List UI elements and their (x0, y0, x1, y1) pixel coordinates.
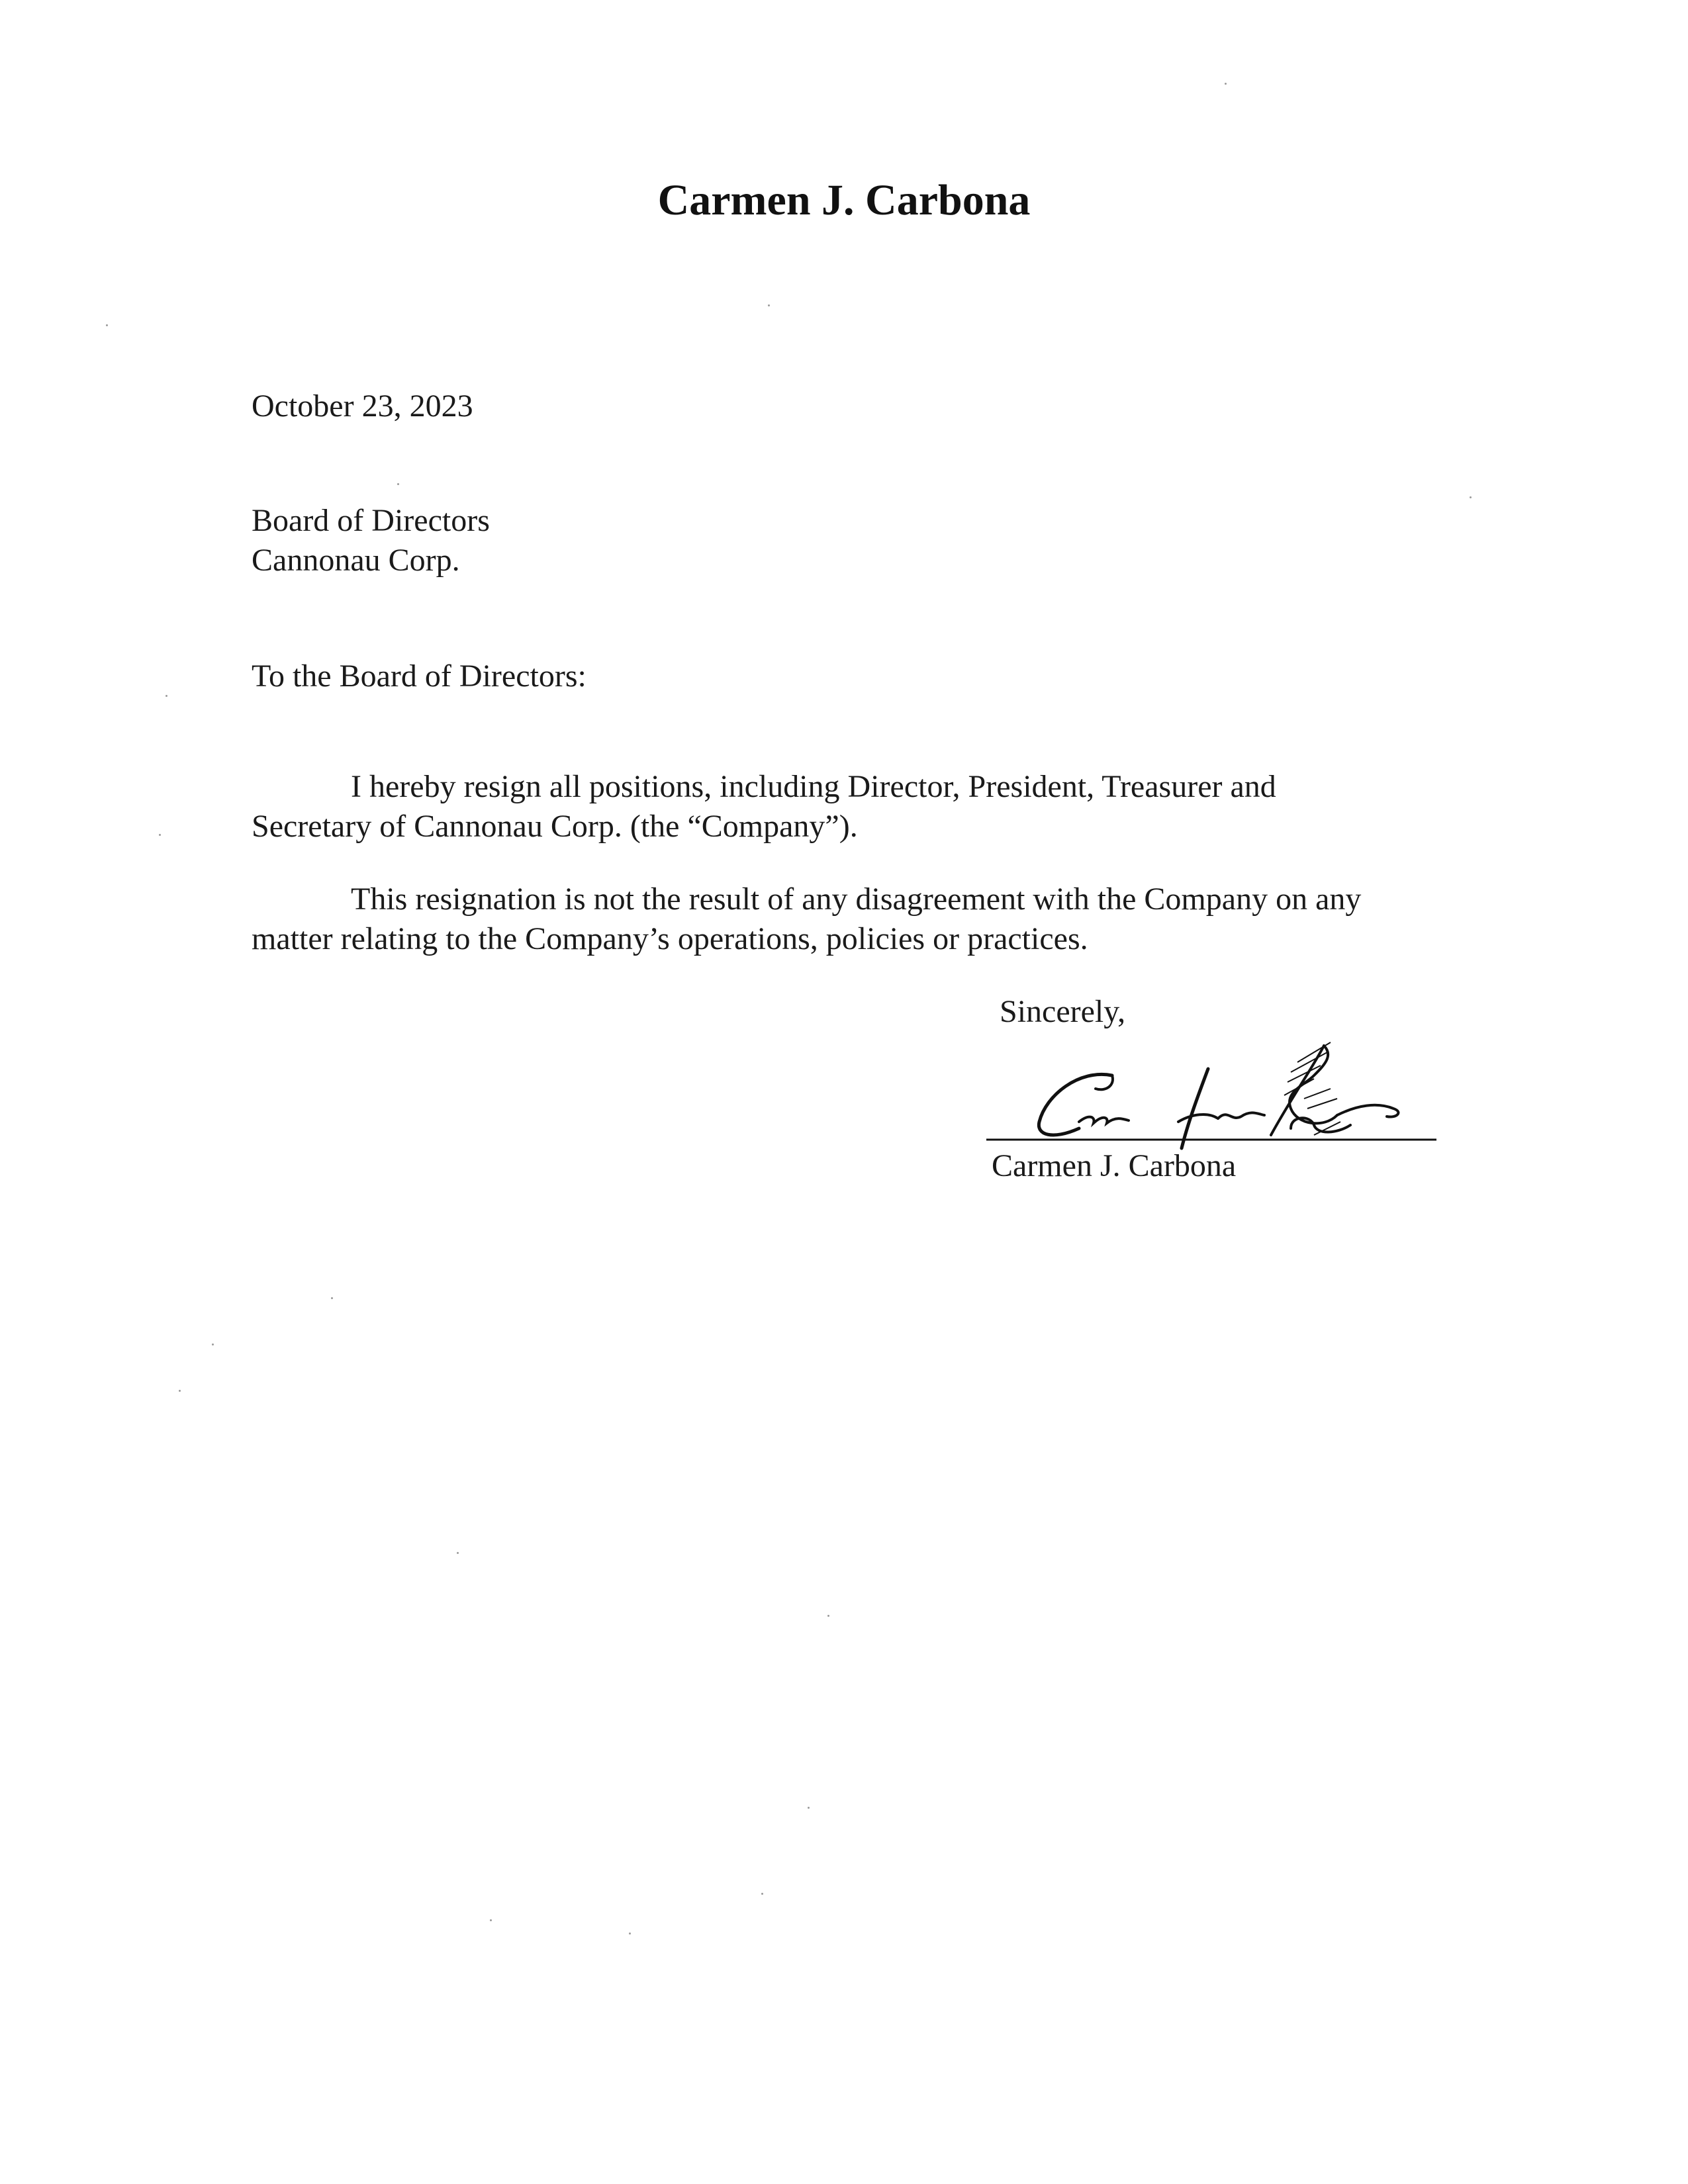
scan-speck (1470, 496, 1472, 498)
scan-speck (179, 1390, 181, 1392)
paragraph-1-line-1: I hereby resign all positions, including Director, President, Treasurer and (351, 769, 1276, 804)
signer-name: Carmen J. Carbona (992, 1148, 1237, 1183)
paragraph-2-line-2: matter relating to the Company’s operations, policies or practices. (252, 921, 1088, 956)
scan-speck (165, 695, 167, 697)
scan-speck (808, 1807, 810, 1809)
salutation: To the Board of Directors: (252, 659, 586, 694)
scan-speck (457, 1552, 459, 1554)
paragraph-1-line-2: Secretary of Cannonau Corp. (the “Company”). (252, 809, 858, 844)
scan-speck (490, 1919, 492, 1921)
recipient-line-1: Board of Directors (252, 503, 490, 538)
handwritten-signature (980, 1036, 1456, 1155)
scan-speck (331, 1297, 333, 1299)
scan-speck (768, 304, 770, 306)
paragraph-2-line-1: This resignation is not the result of any disagreement with the Company on any (351, 882, 1362, 917)
scan-speck (159, 834, 161, 836)
scan-speck (106, 324, 108, 326)
scan-speck (212, 1343, 214, 1345)
scan-speck (629, 1933, 631, 1934)
scan-speck (761, 1893, 763, 1895)
letterhead-name: Carmen J. Carbona (657, 176, 1031, 224)
scan-speck (827, 1615, 829, 1617)
recipient-line-2: Cannonau Corp. (252, 543, 460, 578)
scan-speck (1225, 83, 1227, 85)
letter-date: October 23, 2023 (252, 388, 473, 424)
scan-speck (397, 483, 399, 485)
closing: Sincerely, (1000, 994, 1126, 1029)
